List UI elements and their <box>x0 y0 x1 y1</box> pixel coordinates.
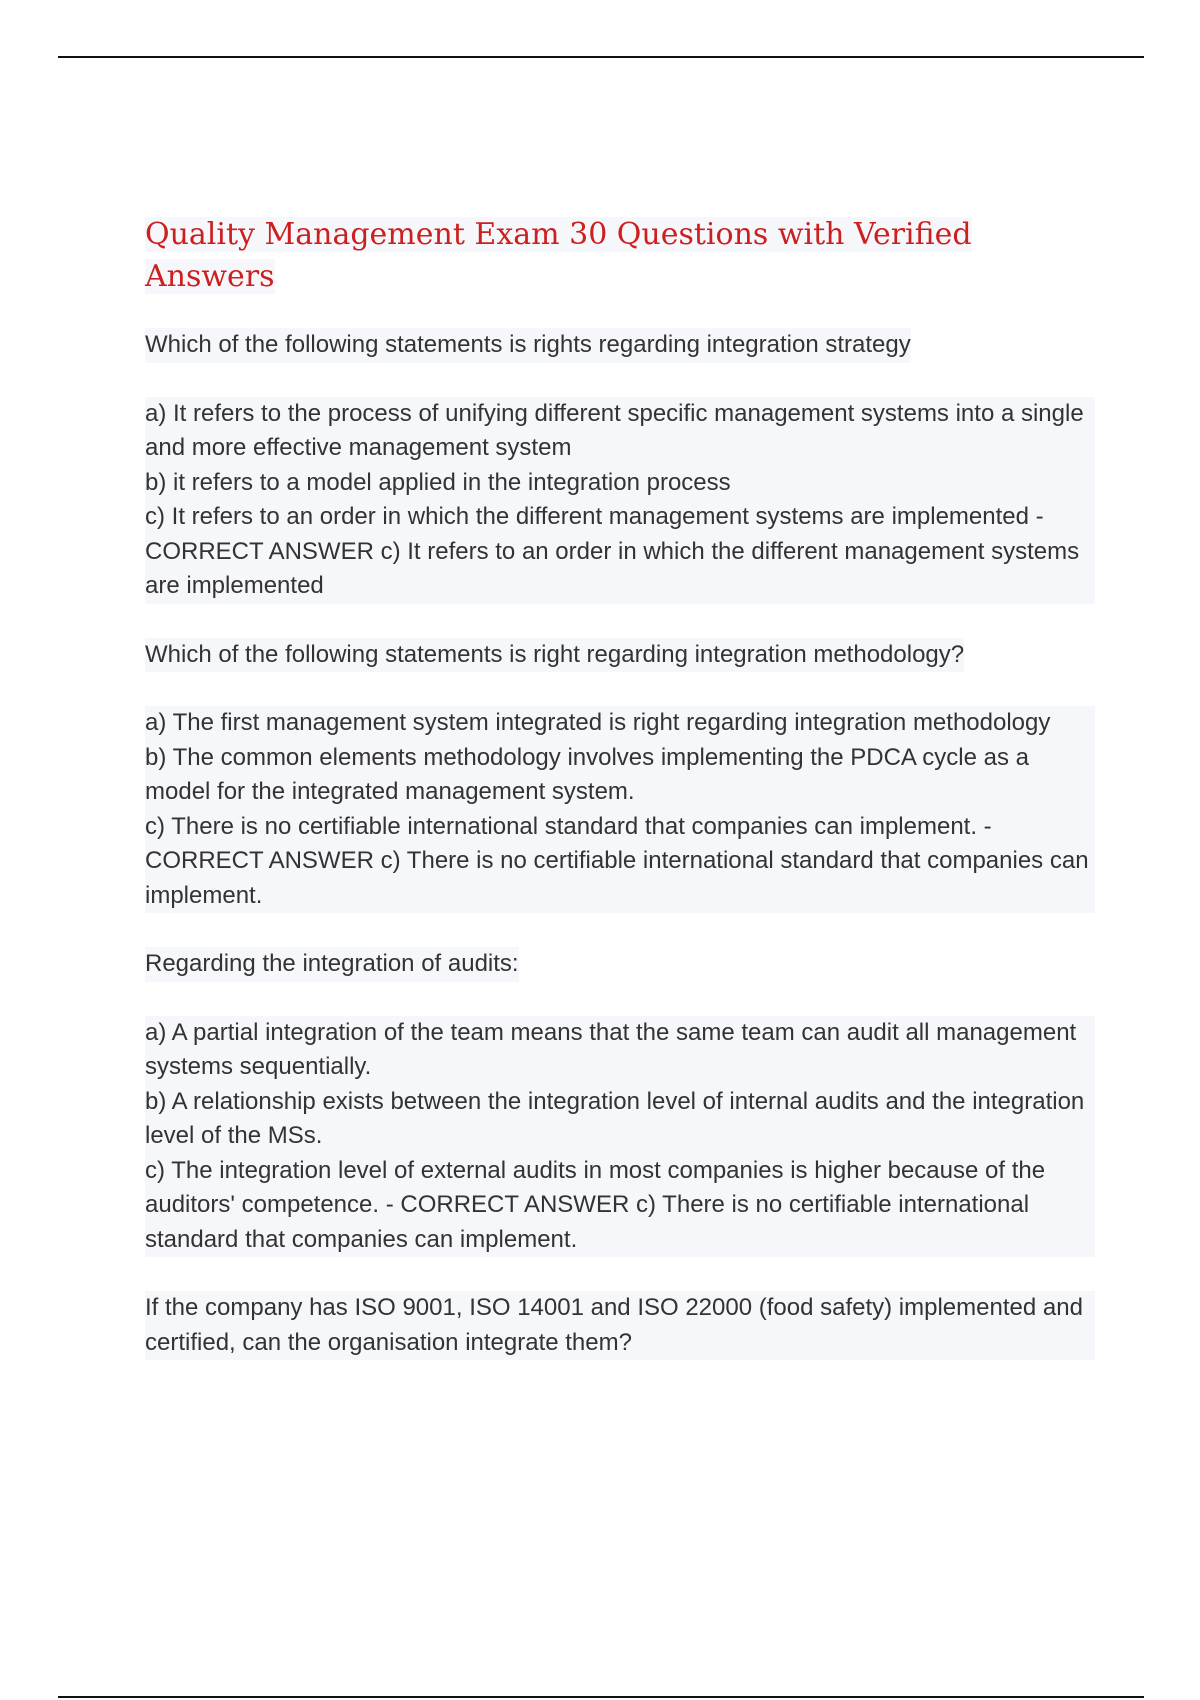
option-b: b) it refers to a model applied in the integration process <box>145 468 731 496</box>
options-3 <box>145 1016 1095 1258</box>
option-c-answer: c) The integration level of external audits in most companies is higher because of the auditors' competence. - CORRECT ANSWER c) There is no certifiable international standard that companies can implement. <box>145 1156 1046 1253</box>
options-2 <box>145 706 1095 913</box>
question-4: If the company has ISO 9001, ISO 14001 and ISO 22000 (food safety) implemented and certified, can the organisation integrate them? <box>145 1291 1095 1360</box>
option-c-answer: c) There is no certifiable international standard that companies can implement. - CORRECT ANSWER c) There is no certifiable international standard that companies can implement. <box>145 812 1089 909</box>
question-1: Which of the following statements is rights regarding integration strategy <box>145 328 911 363</box>
bottom-rule <box>58 1696 1144 1698</box>
option-a: a) The first management system integrated is right regarding integration methodology <box>145 709 1051 736</box>
option-a: a) It refers to the process of unifying different specific management systems into a single and more effective management system <box>145 399 1084 461</box>
question-2: Which of the following statements is right regarding integration methodology? <box>145 638 964 673</box>
question-3: Regarding the integration of audits: <box>145 947 519 982</box>
document-body <box>145 214 1095 1394</box>
title-wrapper <box>145 214 1005 298</box>
option-c-answer: c) It refers to an order in which the different management systems are implemented - CORRECT ANSWER c) It refers to an order in which the different management systems are implemented <box>145 503 1080 599</box>
top-rule <box>58 56 1144 58</box>
options-1 <box>145 397 1095 604</box>
option-a: a) A partial integration of the team means that the same team can audit all management systems sequentially. <box>145 1018 1077 1080</box>
option-b: b) The common elements methodology involves implementing the PDCA cycle as a model for the integrated management system. <box>145 743 1029 805</box>
document-title: Quality Management Exam 30 Questions with Verified Answers <box>145 217 972 294</box>
option-b: b) A relationship exists between the integration level of internal audits and the integration level of the MSs. <box>145 1087 1085 1149</box>
